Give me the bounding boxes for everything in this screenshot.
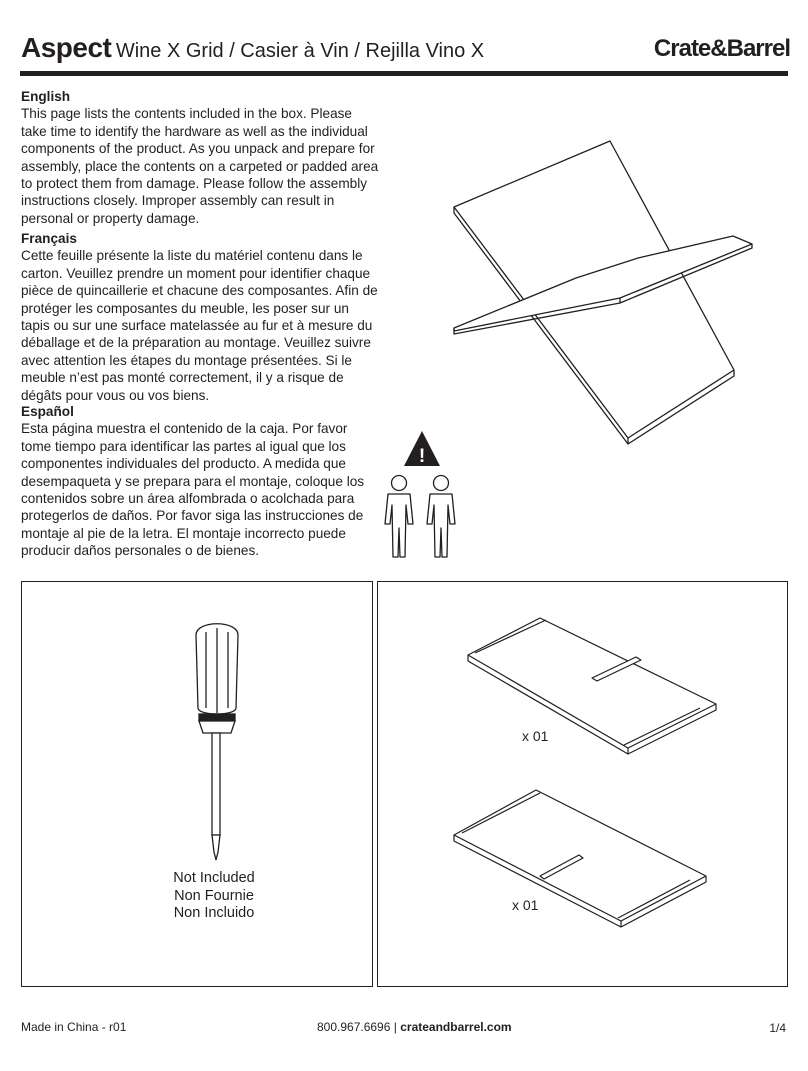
page-number: 1/4 bbox=[769, 1021, 786, 1035]
separator: | bbox=[393, 1020, 397, 1034]
note-line-spanish: Non Incluido bbox=[173, 905, 255, 921]
made-in-label: Made in China - r01 bbox=[21, 1020, 127, 1034]
part-1-quantity: x 01 bbox=[522, 728, 549, 744]
section-body: This page lists the contents included in the box. Please take time to identify the hardware as well as the individual components of the product. As you unpack and prepare for assembly, place the contents on a carpeted or padded area to protect them from damage. Please follow the assembly instructions closely. Improper assembly can result in personal or property damage. bbox=[21, 106, 379, 226]
website-link: crateandbarrel.com bbox=[400, 1020, 512, 1034]
section-heading: Français bbox=[21, 231, 77, 246]
warning-symbol: ! bbox=[418, 446, 426, 467]
section-body: Cette feuille présente la liste du matériel contenu dans le carton. Veuillez prendre un moment pour identifier chaque pièce de quincaillerie et chacune des composantes. Afin de protéger les composantes du meuble, les poser sur un tapis ou sur une surface matelassée au fur et à mesure du déballage et de la préparation au montage. Veuillez suivre avec attention les étapes du montage présentées. Si le meuble n’est pas monté correctement, il y a risque de dégâts pour vous ou vos biens. bbox=[21, 248, 378, 403]
contact-info bbox=[317, 1020, 512, 1034]
phone-number: 800.967.6696 bbox=[317, 1020, 391, 1034]
brand-logo: Crate&Barrel bbox=[653, 35, 790, 62]
product-subtitle: Wine X Grid / Casier à Vin / Rejilla Vino X bbox=[115, 40, 485, 62]
screwdriver-icon bbox=[196, 624, 238, 860]
product-name: Aspect bbox=[21, 32, 112, 63]
note-line-english: Not Included bbox=[173, 870, 255, 886]
board-part-1-illustration bbox=[468, 618, 716, 754]
part-2-quantity: x 01 bbox=[512, 897, 539, 913]
section-heading: English bbox=[21, 89, 71, 104]
section-body: Esta página muestra el contenido de la caja. Por favor tome tiempo para identificar las partes al igual que los componentes individuales del producto. A medida que desempaqueta y se prepara para el montaje, coloque los contenidos sobre un área alfombrada o acolchada para protegerlos de daños. Por favor siga las instrucciones de montaje al pie de la letra. El montaje incorrecto puede producir daños personales o de bienes. bbox=[21, 421, 365, 559]
board-part-2-illustration bbox=[454, 790, 706, 927]
note-line-french: Non Fournie bbox=[174, 887, 254, 904]
section-heading: Español bbox=[21, 404, 74, 419]
not-included-note bbox=[21, 870, 407, 923]
